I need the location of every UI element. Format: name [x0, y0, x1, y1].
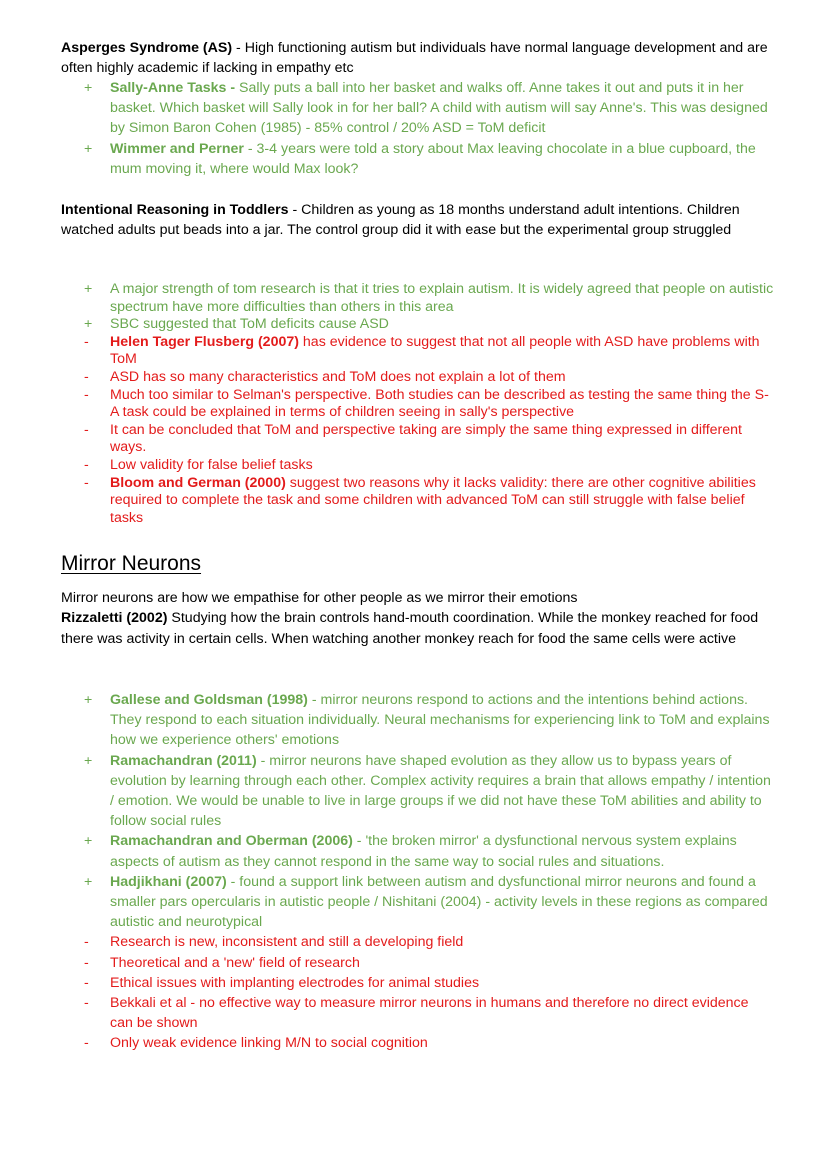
critique-point [84, 993, 774, 1033]
plus-bullet-icon: + [84, 833, 93, 850]
point-text: Ethical issues with implanting electrodes for animal studies [110, 974, 480, 991]
critique-point [84, 1033, 774, 1053]
point-text: Theoretical and a 'new' field of research [110, 954, 360, 971]
minus-bullet-icon: - [84, 1035, 89, 1052]
support-point [84, 281, 774, 316]
study-citation: Helen Tager Flusberg (2007) [110, 333, 299, 350]
point-text: Sally puts a ball into her basket and walks off. Anne takes it out and puts it in her basket. Which basket will Sally look in for her ball? A child with autism will say Anne's. This was designed by Simon Baron Cohen (1985) - 85% control / 20% ASD = ToM deficit [110, 80, 768, 137]
minus-bullet-icon: - [84, 954, 89, 971]
study-citation: Hadjikhani (2007) [110, 873, 227, 890]
point-text: - mirror neurons have shaped evolution as they allow us to bypass years of evolution by learning through each other. Complex activity requires a brain that allows empathy / intention / emotion. We would be unable to live in large groups if we did not have these ToM abilities and ability to follow social rules [110, 752, 771, 830]
study-citation: Bloom and German (2000) [110, 474, 286, 491]
study-citation: Sally-Anne Tasks - [110, 80, 240, 96]
minus-bullet-icon: - [84, 386, 89, 403]
plus-bullet-icon: + [84, 281, 93, 297]
plus-bullet-icon: + [84, 316, 93, 333]
point-text: Low validity for false belief tasks [110, 456, 313, 473]
tom-evaluation-list [84, 281, 774, 527]
point-text: - 'the broken mirror' a dysfunctional nervous system explains aspects of autism as they cannot respond in the same way to social rules and situations. [110, 833, 737, 870]
intentional-paragraph [61, 200, 781, 241]
intentional-title: Intentional Reasoning in Toddlers [61, 202, 289, 218]
point-text: Much too similar to Selman's perspective. Both studies can be described as testing the same thing the S-A task could be explained in terms of children seeing in sally's perspective [110, 386, 769, 421]
mirror-intro-text: Mirror neurons are how we empathise for other people as we mirror their emotions [61, 590, 578, 606]
critique-point [84, 369, 774, 387]
point-text: ASD has so many characteristics and ToM does not explain a lot of them [110, 368, 566, 385]
minus-bullet-icon: - [84, 474, 89, 491]
minus-bullet-icon: - [84, 995, 89, 1012]
point-text: - mirror neurons respond to actions and the intentions behind actions. They respond to each situation individually. Neural mechanisms for experiencing link to ToM and explains how we experience others' emotions [110, 692, 770, 749]
study-citation: Ramachandran and Oberman (2006) [110, 833, 353, 850]
critique-point [84, 387, 774, 422]
study-citation: Wimmer and Perner [110, 140, 244, 157]
point-text: Only weak evidence linking M/N to social cognition [110, 1035, 428, 1052]
support-point [84, 78, 774, 139]
critique-point [84, 953, 774, 973]
support-point [84, 316, 774, 334]
point-text: A major strength of tom research is that it tries to explain autism. It is widely agreed that people on autistic spectrum have more difficulties than others in this area [110, 281, 774, 315]
plus-bullet-icon: + [84, 80, 93, 96]
point-text: SBC suggested that ToM deficits cause ASD [110, 316, 389, 333]
support-point [84, 872, 774, 933]
plus-bullet-icon: + [84, 692, 93, 708]
asperges-title: Asperges Syndrome (AS) [61, 40, 233, 56]
critique-point [84, 932, 774, 952]
study-citation: Gallese and Goldsman (1998) [110, 692, 308, 708]
critique-point [84, 973, 774, 993]
plus-bullet-icon: + [84, 752, 93, 769]
point-text: Research is new, inconsistent and still a developing field [110, 934, 464, 951]
minus-bullet-icon: - [84, 333, 89, 350]
asperges-text: - High functioning autism but individuals have normal language development and are often highly academic if lacking in empathy etc [61, 40, 768, 77]
mirror-evaluation-list [84, 690, 774, 1054]
rizzaletti-text: Studying how the brain controls hand-mouth coordination. While the monkey reached for food there was activity in certain cells. When watching another monkey reach for food the same cells were active [61, 610, 759, 647]
plus-bullet-icon: + [84, 140, 93, 157]
support-point [84, 690, 774, 751]
mirror-neurons-heading: Mirror Neurons [61, 552, 202, 575]
minus-bullet-icon: - [84, 421, 89, 438]
study-citation: Ramachandran (2011) [110, 752, 257, 769]
point-text: suggest two reasons why it lacks validity: there are other cognitive abilities required to complete the task and some children with advanced ToM can still struggle with false belief tasks [110, 474, 756, 526]
minus-bullet-icon: - [84, 934, 89, 951]
minus-bullet-icon: - [84, 974, 89, 991]
point-text: Bekkali et al - no effective way to measure mirror neurons in humans and therefore no direct evidence can be shown [110, 995, 749, 1032]
point-text: It can be concluded that ToM and perspective taking are simply the same thing expressed in different ways. [110, 421, 742, 456]
mirror-intro-paragraph [61, 588, 781, 649]
support-point [84, 831, 774, 871]
critique-point [84, 422, 774, 457]
point-text: - found a support link between autism and dysfunctional mirror neurons and found a smaller pars opercularis in autistic people / Nishitani (2004) - activity levels in these regions as compared autistic and neurotypical [110, 873, 768, 931]
point-text: has evidence to suggest that not all people with ASD have problems with ToM [110, 333, 760, 368]
point-text: - 3-4 years were told a story about Max leaving chocolate in a blue cupboard, the mum moving it, where would Max look? [110, 140, 756, 177]
critique-point [84, 334, 774, 369]
support-point [84, 139, 774, 179]
plus-bullet-icon: + [84, 873, 93, 890]
support-point [84, 751, 774, 832]
critique-point [84, 475, 774, 528]
intentional-text: - Children as young as 18 months understand adult intentions. Children watched adults put beads into a jar. The control group did it with ease but the experimental group struggled [61, 202, 740, 239]
rizzaletti-label: Rizzaletti (2002) [61, 610, 168, 627]
minus-bullet-icon: - [84, 456, 89, 473]
asperges-list [84, 78, 774, 179]
minus-bullet-icon: - [84, 368, 89, 385]
critique-point [84, 457, 774, 475]
asperges-paragraph [61, 38, 781, 79]
